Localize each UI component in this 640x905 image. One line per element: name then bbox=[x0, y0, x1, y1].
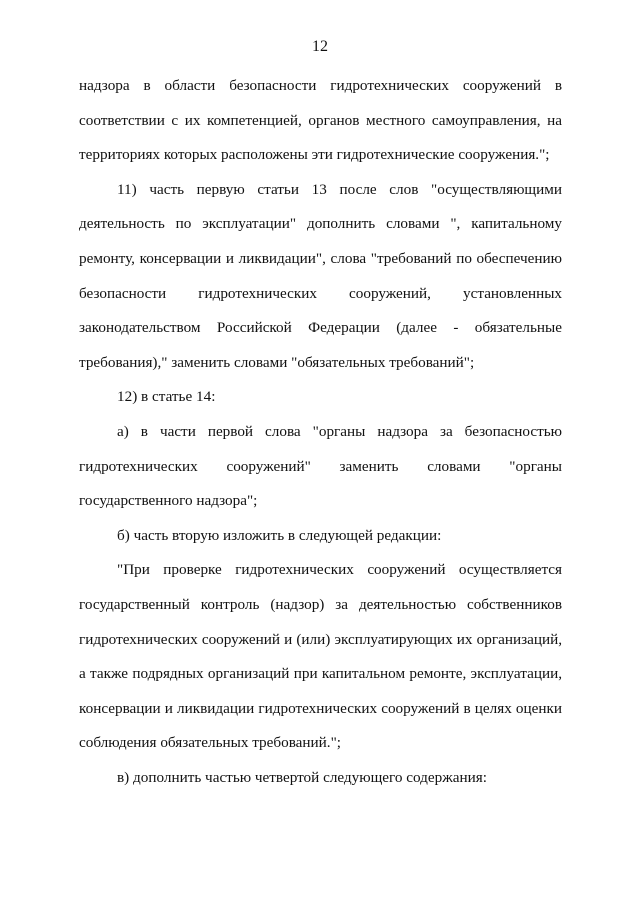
paragraph-subitem-b: б) часть вторую изложить в следующей редакции: bbox=[117, 526, 442, 544]
paragraph-quoted-text: "При проверке гидротехнических сооружений осуществляется государственный контроль (надзор) за деятельностью собственников гидротехнических сооружений и (или) эксплуатирующих их организаций, а также подрядных организаций при капитальном ремонте, эксплуатации, консервации и ликвидации гидротехнических сооружений в целях оценки соблюдения обязательных требований."; bbox=[79, 561, 562, 752]
paragraph-item-12: 12) в статье 14: bbox=[117, 388, 216, 406]
paragraph-item-11: 11) часть первую статьи 13 после слов "осуществляющими деятельность по эксплуатации" дополнить словами ", капитальному ремонту, консервации и ликвидации", слова "требований по обеспечению безопасности гидротехнических сооружений, установленных законодательством Российской Федерации (далее - обязательные требования)," заменить словами "обязательных требований"; bbox=[79, 180, 562, 371]
paragraph-continuation: надзора в области безопасности гидротехнических сооружений в соответствии с их компетенцией, органов местного самоуправления, на территориях которых расположены эти гидротехнические сооружения."; bbox=[79, 77, 562, 164]
page-number: 12 bbox=[312, 38, 328, 55]
paragraph-subitem-a: а) в части первой слова "органы надзора за безопасностью гидротехнических сооружений" заменить словами "органы государственного надзора"; bbox=[79, 422, 562, 510]
paragraph-subitem-v: в) дополнить частью четвертой следующего содержания: bbox=[117, 768, 487, 786]
document-body bbox=[79, 69, 562, 795]
